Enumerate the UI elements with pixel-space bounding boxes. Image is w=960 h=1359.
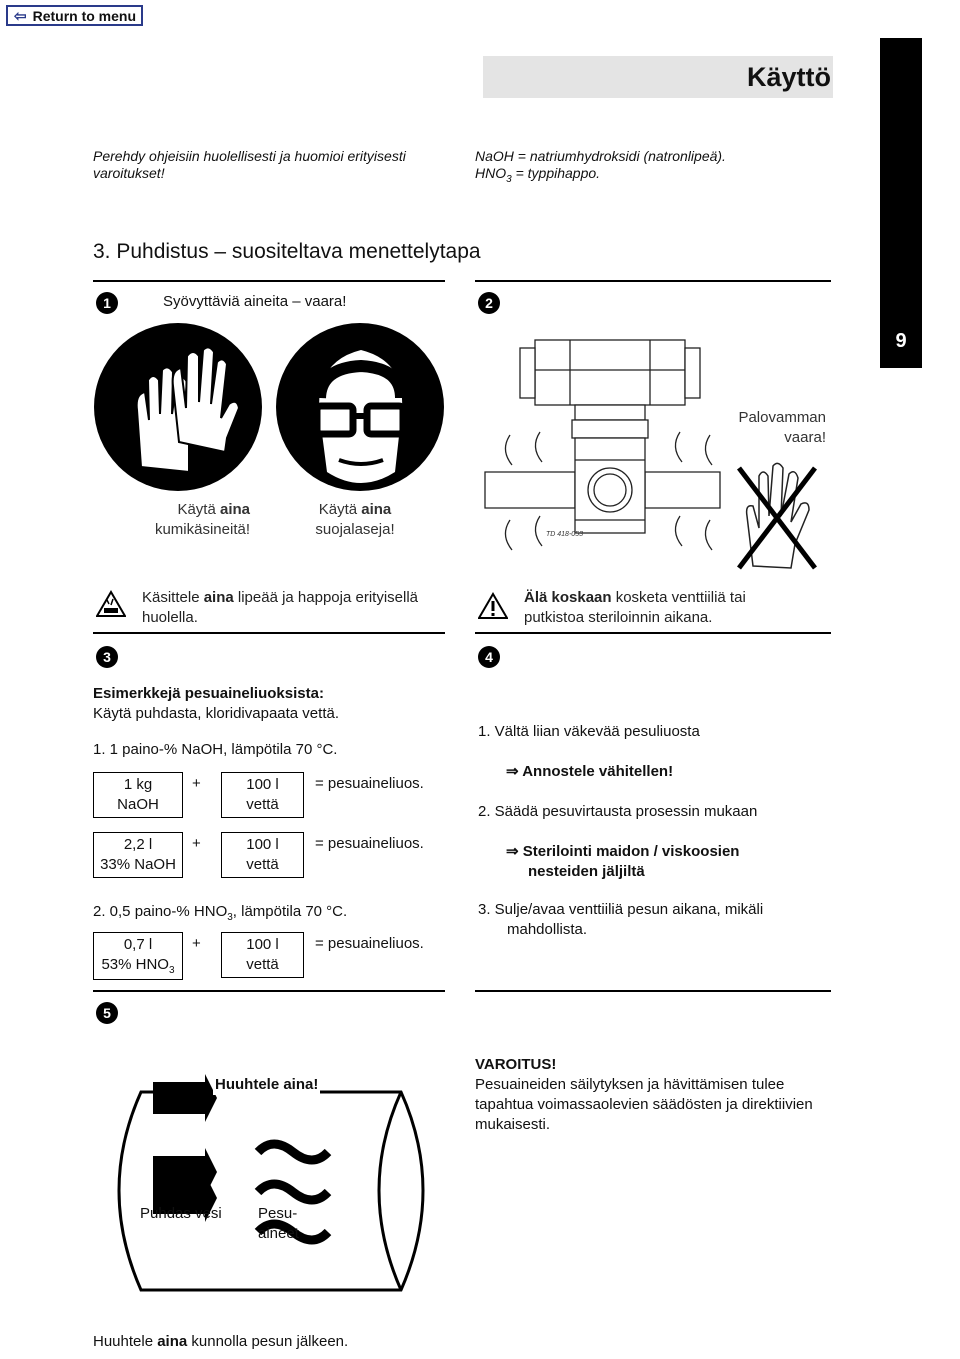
step-3-badge: 3 <box>96 646 118 668</box>
gloves-caption-bold: aina <box>219 501 250 518</box>
intro-right-line1: NaOH = natriumhydroksidi (natronlipeä). <box>475 148 726 164</box>
step-4-item-3-line1: 3. Sulje/avaa venttiiliä pesun aikana, mikäli <box>478 901 764 918</box>
valve-drawing <box>480 330 740 570</box>
amount-1-line2: NaOH <box>117 796 159 813</box>
plus-sign: + <box>192 935 201 952</box>
chapter-tab <box>880 38 922 368</box>
amount-3-text: 53% HNO <box>101 956 169 973</box>
plus-sign: + <box>192 775 201 792</box>
drawing-code: TD 418-053 <box>546 531 583 538</box>
burn-warning-line1: Palovamman <box>738 409 826 426</box>
amount-3-line1: 0,7 l <box>123 936 153 953</box>
step-2-badge: 2 <box>478 292 500 314</box>
step-4-warn-line2: putkistoa steriloinnin aikana. <box>524 609 713 626</box>
water-2-line2: vettä <box>246 856 279 873</box>
gloves-caption-pre: Käytä <box>177 501 220 518</box>
burn-warning <box>700 408 826 448</box>
amount-box-1 <box>93 772 183 818</box>
gloves-caption-line2: kumikäsineitä! <box>154 521 250 538</box>
step-4-note-2 <box>506 842 739 882</box>
goggles-icon <box>275 322 445 492</box>
water-box-2 <box>221 832 304 878</box>
step-3-warn-bold: aina <box>203 589 234 606</box>
water-3-line2: vettä <box>246 956 279 973</box>
water-1-line1: 100 l <box>246 776 279 793</box>
example-2-pre: 2. 0,5 paino-% HNO <box>93 903 228 920</box>
intro-left-line2: varoitukset! <box>93 165 165 181</box>
step-4-item-2: 2. Säädä pesuvirtausta prosessin mukaan <box>478 803 758 820</box>
implies-arrow-icon: ⇒ <box>506 843 519 860</box>
section-heading: 3. Puhdistus – suositeltava menettelytapa <box>93 240 481 263</box>
result-2: = pesuaineliuos. <box>315 835 424 852</box>
result-3: = pesuaineliuos. <box>315 935 424 952</box>
water-box-3 <box>221 932 304 978</box>
result-1: = pesuaineliuos. <box>315 775 424 792</box>
goggles-caption-line2: suojalaseja! <box>315 521 395 538</box>
water-box-1 <box>221 772 304 818</box>
step-5-badge: 5 <box>96 1002 118 1024</box>
amount-box-2 <box>93 832 183 878</box>
step-4-note-1 <box>506 762 673 782</box>
agents-line1: Pesu- <box>258 1205 298 1222</box>
step-4-badge: 4 <box>478 646 500 668</box>
amount-3-line2 <box>94 955 182 981</box>
divider <box>475 990 831 992</box>
left-arrow-icon: ⇦ <box>14 7 27 25</box>
rinse-label: Huuhtele aina! <box>215 1076 319 1093</box>
intro-left <box>93 148 453 182</box>
goggles-caption-pre: Käytä <box>318 501 362 518</box>
intro-right-line2 <box>475 165 835 188</box>
step-1-heading: Syövyttäviä aineita – vaara! <box>163 293 347 310</box>
warning-block <box>475 1055 835 1135</box>
divider <box>93 280 445 282</box>
clean-water-label: Puhdas vesi <box>140 1205 222 1222</box>
divider <box>93 632 445 634</box>
amount-3-sub: 3 <box>168 965 175 976</box>
warning-line2: tapahtua voimassaolevien säädösten ja direktiivien <box>475 1096 813 1113</box>
footer-pre: Huuhtele <box>93 1333 158 1350</box>
no-touch-hand-icon <box>733 456 821 574</box>
footer-bold: aina <box>157 1333 188 1350</box>
corrosive-warning-icon <box>96 590 126 618</box>
step-4-note-2-line2: nesteiden jäljiltä <box>528 863 645 880</box>
step-4-warn-bold: Älä koskaan <box>524 589 612 606</box>
divider <box>93 990 445 992</box>
return-to-menu-button[interactable] <box>6 5 143 26</box>
divider <box>475 632 831 634</box>
step-4-item-3-line2: mahdollista. <box>507 921 588 938</box>
warning-line1: Pesuaineiden säilytyksen ja hävittämisen tulee <box>475 1076 785 1093</box>
examples-subheading: Käytä puhdasta, kloridivapaata vettä. <box>93 705 339 722</box>
amount-2-line2: 33% NaOH <box>100 856 176 873</box>
example-2-rest: , lämpötila 70 °C. <box>232 903 348 920</box>
agents-line2: aineet <box>258 1225 299 1242</box>
gloves-icon <box>93 322 263 492</box>
exclamation-warning-icon <box>478 592 508 620</box>
step-3-warn-pre: Käsittele <box>142 589 204 606</box>
intro-right <box>475 148 835 188</box>
step-4-note-2-line1: Sterilointi maidon / viskoosien <box>522 843 740 860</box>
implies-arrow-icon: ⇒ <box>506 763 519 780</box>
chapter-number: 9 <box>895 330 907 352</box>
hno-sub: 3 <box>506 173 512 185</box>
plus-sign: + <box>192 835 201 852</box>
warning-title: VAROITUS! <box>475 1056 557 1073</box>
example-2-sub: 3 <box>227 912 233 923</box>
step-4-item-3 <box>478 900 834 940</box>
gloves-caption <box>100 500 250 540</box>
step-4-warning <box>524 588 834 628</box>
water-2-line1: 100 l <box>246 836 279 853</box>
step-4-item-1: 1. Vältä liian väkevää pesuliuosta <box>478 723 700 740</box>
goggles-caption-bold: aina <box>361 501 392 518</box>
divider <box>475 280 831 282</box>
step-3-warning <box>142 588 452 628</box>
step-4-warn-rest: kosketa venttiiliä tai <box>611 589 746 606</box>
step-4-note-1-text: Annostele vähitellen! <box>522 763 674 780</box>
pipe-rinse-drawing <box>93 1060 445 1330</box>
amount-2-line1: 2,2 l <box>123 836 153 853</box>
hno-text: HNO <box>475 165 507 181</box>
step-3-warn-line2: huolella. <box>142 609 198 626</box>
amount-1-line1: 1 kg <box>123 776 153 793</box>
example-2 <box>93 902 347 928</box>
return-label: Return to menu <box>32 7 137 24</box>
burn-warning-line2: vaara! <box>784 429 826 446</box>
page-title: Käyttö <box>746 62 831 92</box>
hno-desc: = typpihappo. <box>511 165 601 181</box>
examples-heading: Esimerkkejä pesuaineliuoksista: <box>93 685 324 702</box>
cleaning-agents-label <box>258 1204 299 1244</box>
step-1-badge: 1 <box>96 292 118 314</box>
water-3-line1: 100 l <box>246 936 279 953</box>
rinse-footer <box>93 1332 348 1352</box>
intro-left-line1: Perehdy ohjeisiin huolellisesti ja huomioi erityisesti <box>93 148 406 164</box>
goggles-caption <box>290 500 420 540</box>
step-3-warn-rest: lipeää ja happoja erityisellä <box>233 589 419 606</box>
warning-line3: mukaisesti. <box>475 1116 551 1133</box>
footer-rest: kunnolla pesun jälkeen. <box>187 1333 349 1350</box>
amount-box-3 <box>93 932 183 980</box>
example-1: 1. 1 paino-% NaOH, lämpötila 70 °C. <box>93 741 338 758</box>
water-1-line2: vettä <box>246 796 279 813</box>
